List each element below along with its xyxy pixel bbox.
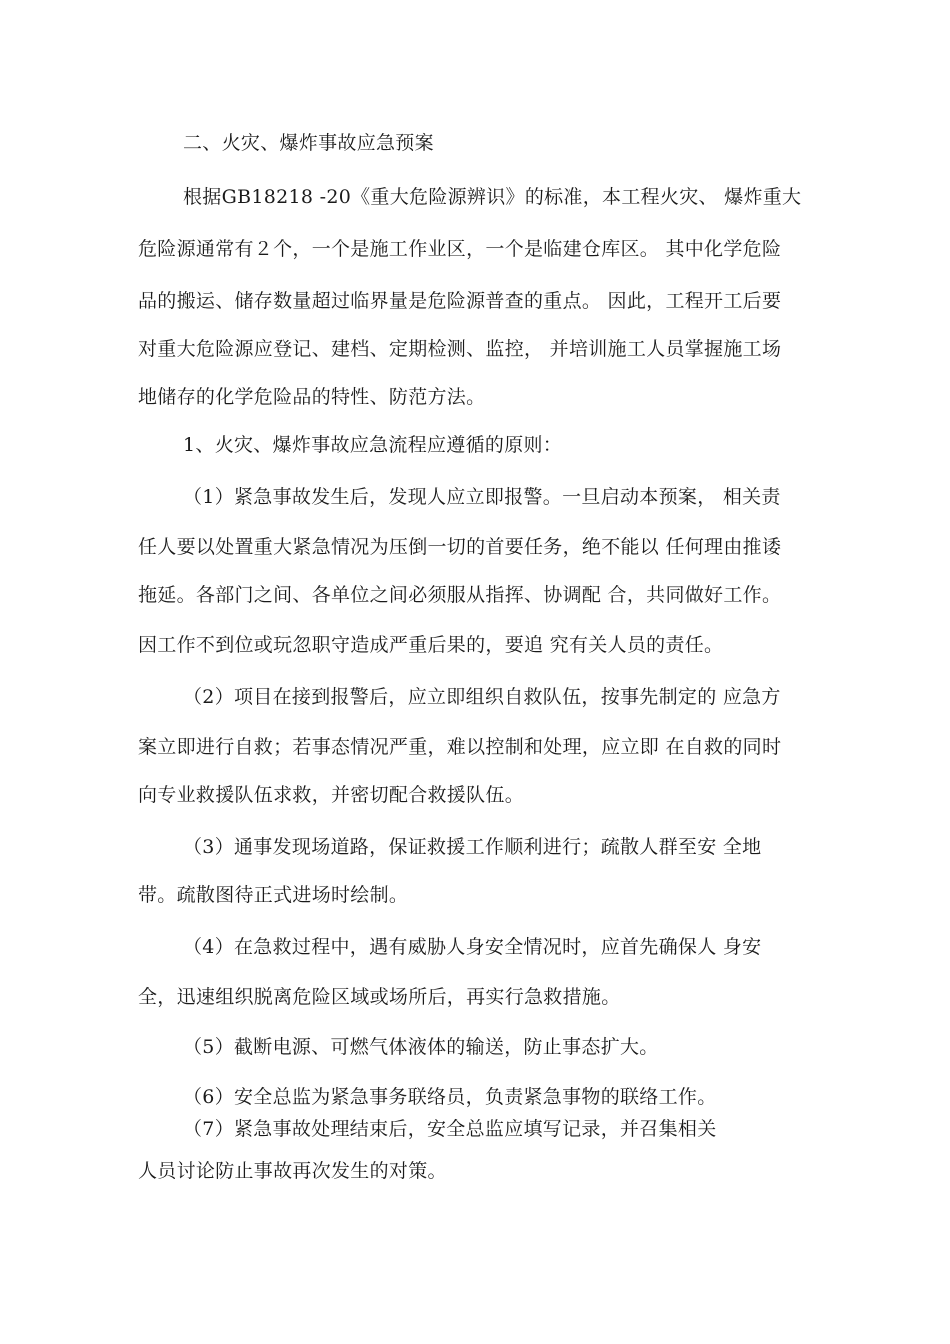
section-heading: 二、火灾、爆炸事故应急预案 <box>183 132 434 154</box>
item-1-line-1: （1）紧急事故发生后，发现人应立即报警。一旦启动本预案， 相关责 <box>183 486 781 508</box>
item-7-line-2: 人员讨论防止事故再次发生的对策。 <box>138 1160 447 1182</box>
intro-line-2: 危险源通常有２个，一个是施工作业区，一个是临建仓库区。 其中化学危险 <box>138 238 782 260</box>
intro-line-4: 对重大危险源应登记、建档、定期检测、监控， 并培训施工人员掌握施工场 <box>138 338 782 360</box>
item-5: （5）截断电源、可燃气体液体的输送，防止事态扩大。 <box>183 1036 659 1058</box>
item-2-line-3: 向专业救援队伍求救，并密切配合救援队伍。 <box>138 784 525 806</box>
item-6: （6）安全总监为紧急事务联络员，负责紧急事物的联络工作。 <box>183 1086 717 1108</box>
intro-line-5: 地储存的化学危险品的特性、防范方法。 <box>138 386 486 408</box>
principles-title: 1、火灾、爆炸事故应急流程应遵循的原则： <box>183 434 563 456</box>
item-3-line-1: （3）通事发现场道路，保证救援工作顺利进行；疏散人群至安 全地 <box>183 836 762 858</box>
item-2-line-1: （2）项目在接到报警后，应立即组织自救队伍，按事先制定的 应急方 <box>183 686 781 708</box>
item-4-line-2: 全，迅速组织脱离危险区域或场所后，再实行急救措施。 <box>138 986 621 1008</box>
intro-line-3: 品的搬运、储存数量超过临界量是危险源普查的重点。 因此，工程开工后要 <box>138 290 782 312</box>
item-4-line-1: （4）在急救过程中，遇有威胁人身安全情况时，应首先确保人 身安 <box>183 936 762 958</box>
item-1-line-4: 因工作不到位或玩忽职守造成严重后果的，要追 究有关人员的责任。 <box>138 634 724 656</box>
item-3-line-2: 带。疏散图待正式进场时绘制。 <box>138 884 409 906</box>
item-1-line-3: 拖延。各部门之间、各单位之间必须服从指挥、协调配 合，共同做好工作。 <box>138 584 782 606</box>
intro-line-1: 根据GB18218 -20《重大危险源辨识》的标准，本工程火灾、 爆炸重大 <box>183 186 802 208</box>
item-2-line-2: 案立即进行自救；若事态情况严重，难以控制和处理，应立即 在自救的同时 <box>138 736 782 758</box>
item-1-line-2: 任人要以处置重大紧急情况为压倒一切的首要任务，绝不能以 任何理由推诿 <box>138 536 782 558</box>
item-7-line-1: （7）紧急事故处理结束后，安全总监应填写记录，并召集相关 <box>183 1118 717 1140</box>
